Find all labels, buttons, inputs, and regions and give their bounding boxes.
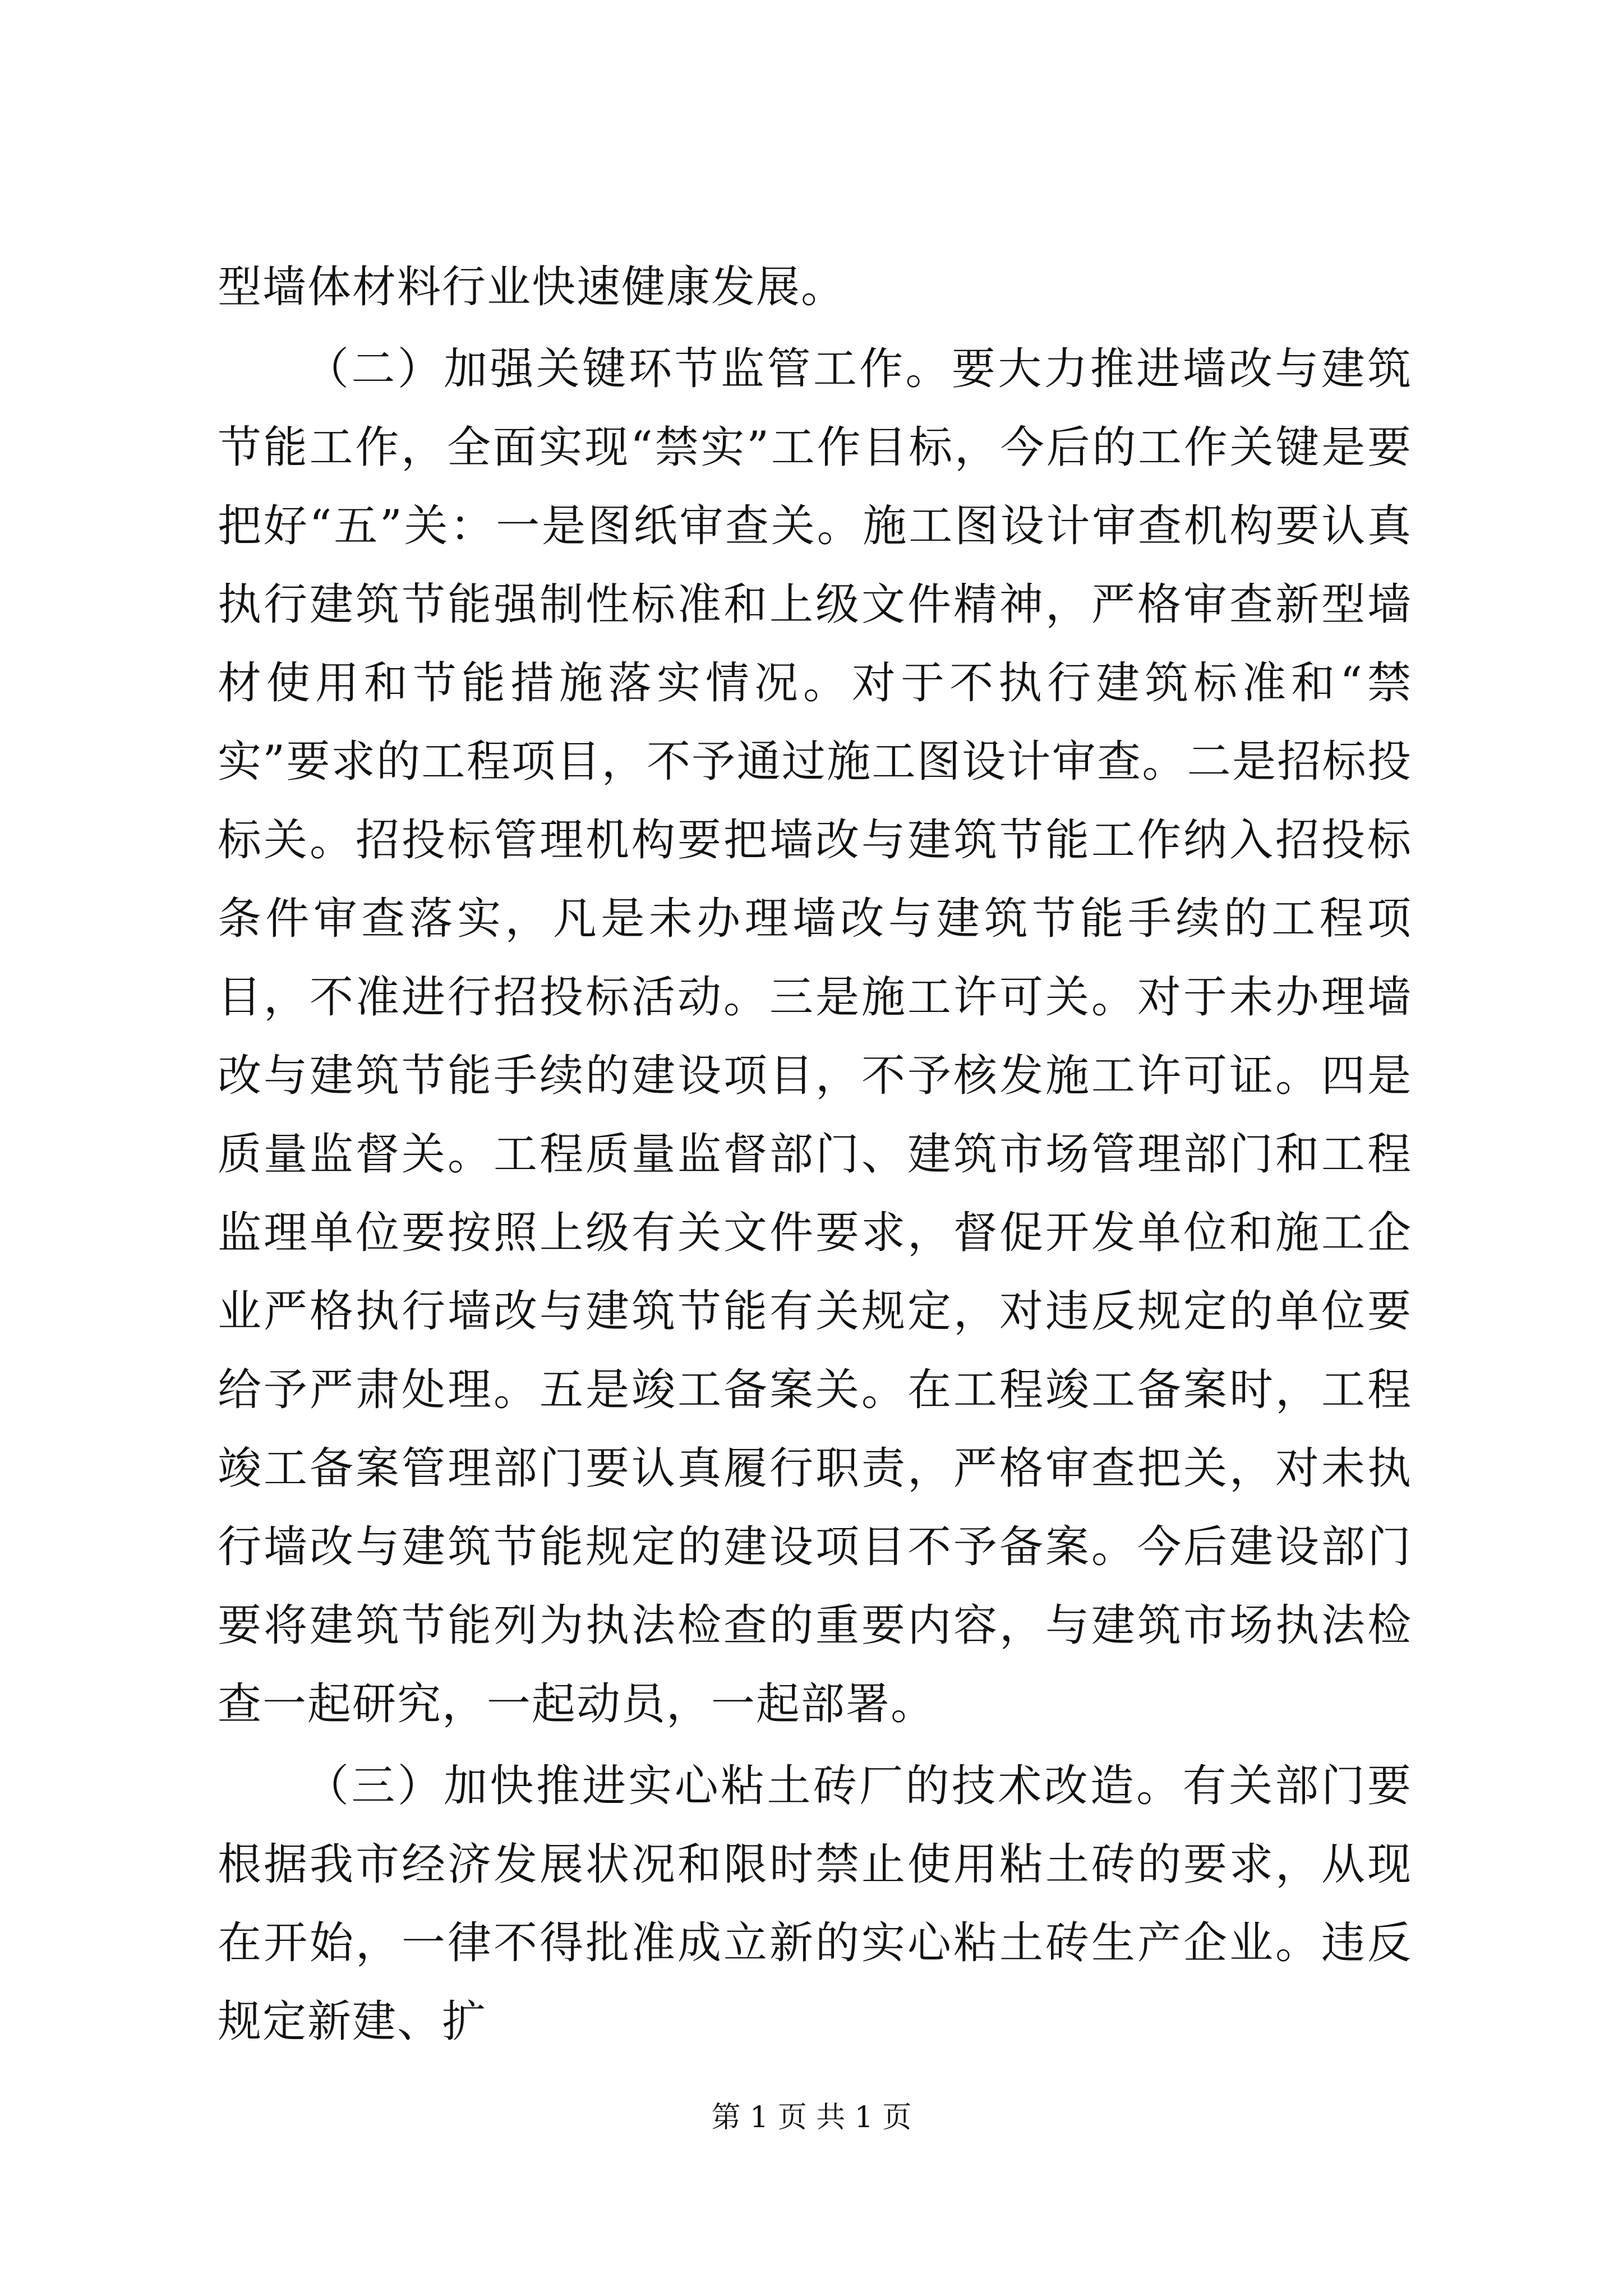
document-body (218, 248, 1412, 2061)
paragraph-section-3: （三）加快推进实心粘土砖厂的技术改造。有关部门要根据我市经济发展状况和限时禁止使用粘土砖的要求，从现在开始，一律不得批准成立新的实心粘土砖生产企业。违反规定新建、扩 (218, 1761, 1412, 2047)
paragraph-continuation: 型墙体材料行业快速健康发展。 (218, 262, 846, 312)
page-number-label: 第 1 页 共 1 页 (711, 2101, 912, 2134)
paragraph-section-2: （二）加强关键环节监管工作。要大力推进墙改与建筑节能工作，全面实现“禁实”工作目标，今后的工作关键是要把好“五”关：一是图纸审查关。施工图设计审查机构要认真执行建筑节能强制性标准和上级文件精神，严格审查新型墙材使用和节能措施落实情况。对于不执行建筑标准和“禁实”要求的工程项目，不予通过施工图设计审查。二是招标投标关。招投标管理机构要把墙改与建筑节能工作纳入招投标条件审查落实，凡是未办理墙改与建筑节能手续的工程项目，不准进行招投标活动。三是施工许可关。对于未办理墙改与建筑节能手续的建设项目，不予核发施工许可证。四是质量监督关。工程质量监督部门、建筑市场管理部门和工程监理单位要按照上级有关文件要求，督促开发单位和施工企业严格执行墙改与建筑节能有关规定，对违反规定的单位要给予严肃处理。五是竣工备案关。在工程竣工备案时，工程竣工备案管理部门要认真履行职责，严格审查把关，对未执行墙改与建筑节能规定的建设项目不予备案。今后建设部门要将建筑节能列为执法检查的重要内容，与建筑市场执法检查一起研究，一起动员，一起部署。 (218, 344, 1412, 1729)
page-footer (0, 2098, 1623, 2137)
